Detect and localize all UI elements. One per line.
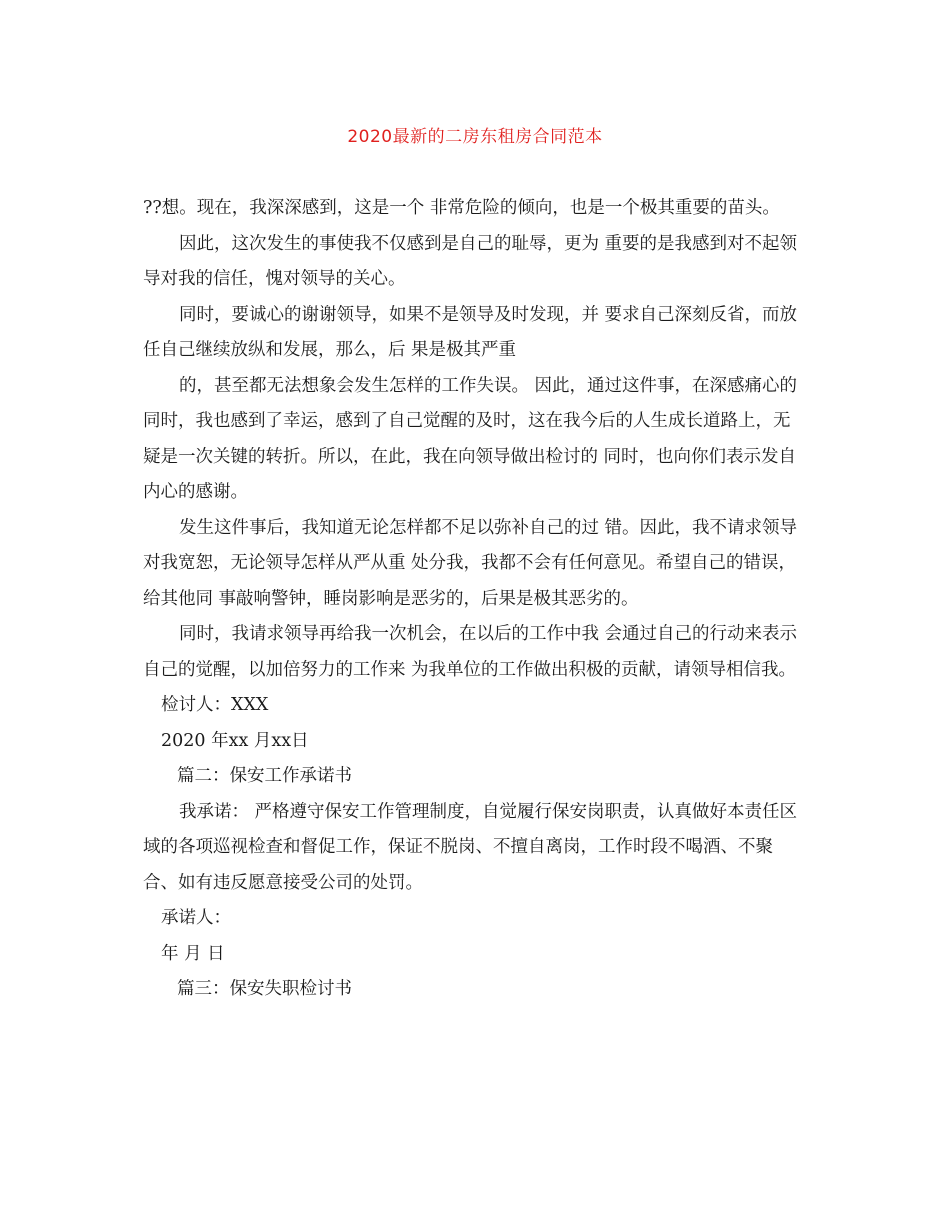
- section-3-heading: 篇三：保安失职检讨书: [177, 979, 352, 999]
- paragraph-4: 的，甚至都无法想象会发生怎样的工作失误。 因此，通过这件事，在深感痛心的同时，我也感到了幸运，感到了自己觉醒的及时，这在我今后的人生成长道路上，无 疑是一次关键的转折。所以，在此，我在向领导做出检讨的 同时，也向你们表示发自内心的感谢。: [143, 375, 798, 502]
- paragraph-6: 同时，我请求领导再给我一次机会，在以后的工作中我 会通过自己的行动来表示自己的觉醒，以加倍努力的工作来 为我单位的工作做出积极的贡献，请领导相信我。: [143, 624, 798, 680]
- section-2-heading: 篇二：保安工作承诺书: [177, 766, 352, 786]
- document-title: 2020最新的二房东租房合同范本: [347, 127, 603, 147]
- paragraph-5: 发生这件事后，我知道无论怎样都不足以弥补自己的过 错。因此，我不请求领导对我宽恕，无论领导怎样从严从重 处分我，我都不会有任何意见。希望自己的错误，给其他同 事敲响警钟，睡岗影响是恶劣的，后果是极其恶劣的。: [143, 517, 798, 609]
- promiser-line: 承诺人：: [161, 908, 231, 928]
- date-blank-line: 年 月 日: [161, 943, 225, 964]
- signer-line: 检讨人：XXX: [161, 695, 269, 715]
- date-line: 2020 年xx 月xx日: [161, 730, 309, 751]
- document-body: [143, 191, 803, 1008]
- section-2-body: 我承诺： 严格遵守保安工作管理制度，自觉履行保安岗职责，认真做好本责任区域的各项巡视检查和督促工作，保证不脱岗、不擅自离岗，工作时段不喝酒、不聚合、如有违反愿意接受公司的处罚。: [143, 801, 798, 893]
- paragraph-3: 同时，要诚心的谢谢领导，如果不是领导及时发现，并 要求自己深刻反省，而放任自己继续放纵和发展，那么，后 果是极其严重: [143, 304, 798, 360]
- paragraph-2: 因此，这次发生的事使我不仅感到是自己的耻辱，更为 重要的是我感到对不起领导对我的信任，愧对领导的关心。: [143, 233, 798, 289]
- paragraph-1: ??想。现在，我深深感到，这是一个 非常危险的倾向，也是一个极其重要的苗头。: [143, 198, 780, 218]
